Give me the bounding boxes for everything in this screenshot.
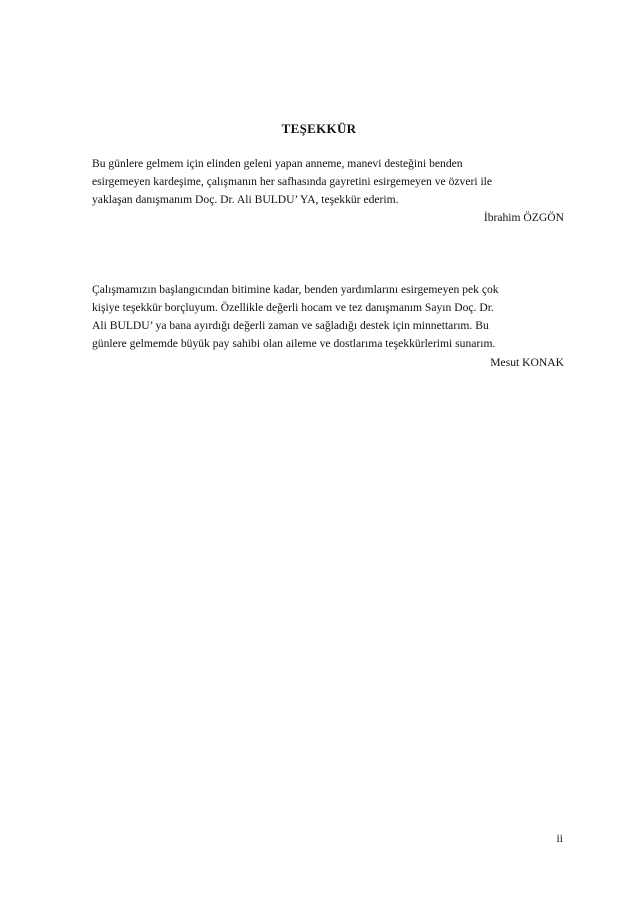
paragraph-line: esirgemeyen kardeşime, çalışmanın her safhasında gayretini esirgemeyen ve özveri ile (92, 175, 493, 188)
page-number: ii (556, 832, 563, 845)
page-title: TEŞEKKÜR (281, 121, 357, 136)
acknowledgement-paragraph-2 (92, 281, 564, 353)
signature-2: Mesut KONAK (490, 356, 564, 369)
acknowledgement-paragraph-1 (92, 155, 564, 209)
paragraph-line: Çalışmamızın başlangıcından bitimine kadar, benden yardımlarını esirgemeyen pek çok (92, 283, 499, 296)
signature-1: İbrahim ÖZGÖN (483, 211, 564, 224)
paragraph-line: yaklaşan danışmanım Doç. Dr. Ali BULDU’ YA, teşekkür ederim. (92, 193, 399, 206)
paragraph-line: kişiye teşekkür borçluyum. Özellikle değerli hocam ve tez danışmanım Sayın Doç. Dr. (92, 301, 494, 314)
paragraph-line: Bu günlere gelmem için elinden geleni yapan anneme, manevi desteğini benden (92, 157, 463, 170)
paragraph-line: Ali BULDU’ ya bana ayırdığı değerli zaman ve sağladığı destek için minnettarım. Bu (92, 319, 489, 332)
paragraph-line: günlere gelmemde büyük pay sahibi olan aileme ve dostlarıma teşekkürlerimi sunarım. (92, 337, 496, 350)
